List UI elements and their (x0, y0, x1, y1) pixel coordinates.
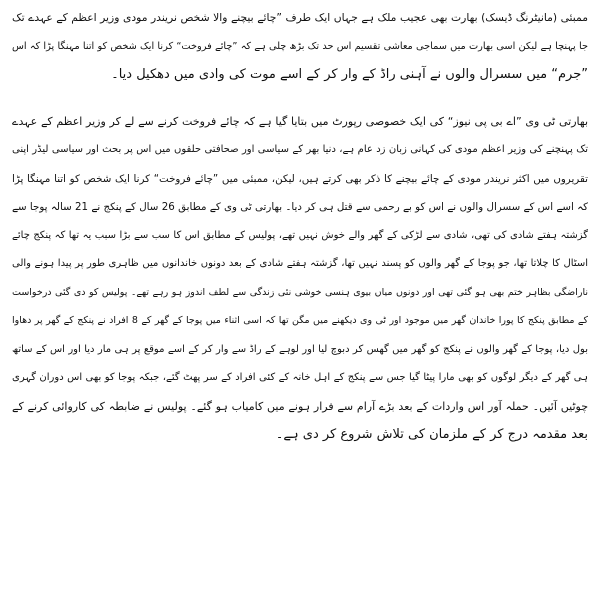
text-line: گزشتہ ہفتے شادی کی تھی، شادی سے لڑکی کے گھر والے خوش نہیں تھے، پولیس کے مطابق اس کا سب سے بڑا سبب یہ تھا کہ پنکج چائے (12, 229, 588, 241)
text-line: بعد مقدمہ درج کر کے ملزمان کی تلاش شروع کر دی ہے۔ (275, 427, 588, 442)
paragraph-spacer (12, 90, 588, 108)
text-line: تقریروں میں اکثر نریندر مودی کے چائے بیچنے کا ذکر بھی کرتے ہیں، لیکن، ممبئی میں ”چائے فروخت“ کرنا ایک شخص کو اتنا مہنگا پڑا (12, 172, 588, 185)
text-line: جا پہنچا ہے لیکن اسی بھارت میں سماجی معاشی تقسیم اس حد تک بڑھ چلی ہے کہ ”چائے فروخت“ کرنا ایک شخص کو اتنا مہنگا پڑا کہ اس (12, 40, 588, 52)
text-line: ممبئی (مانیٹرنگ ڈیسک) بھارت بھی عجیب ملک ہے جہاں ایک طرف ”چائے بیچنے والا شخص نریندر مودی وزیر اعظم کے عہدے تک (12, 11, 588, 24)
text-line: ناراضگی بظاہر ختم بھی ہو گئی تھی اور دونوں میاں بیوی ہنسی خوشی نئی زندگی سے لطف اندوز ہو رہے تھے۔ پولیس کو دی گئی درخواست (12, 286, 588, 298)
text-line: بول دیا، پوجا کے گھر والوں نے پنکج کو گھر میں گھس کر دبوچ لیا اور لوہے کے راڈ سے وار کر کے اسے موقع پر ہی مار دیا اور اس کے ساتھ (12, 343, 588, 355)
article-page (12, 4, 588, 596)
text-line: ”جرم“ میں سسرال والوں نے آہنی راڈ کے وار کر کے اسے موت کی وادی میں دھکیل دیا۔ (111, 67, 588, 82)
text-line: تک پہنچنے کی وزیر اعظم مودی کی کہانی زبان زد عام ہے، دنیا بھر کے سیاسی اور صحافتی حلقوں میں اس پر بحث اور سیاسی لیڈر اپنی (12, 144, 588, 155)
article-paragraph-intro (12, 4, 588, 90)
text-line: بھارتی ٹی وی ”اے بی پی نیوز“ کی ایک خصوصی رپورٹ میں بتایا گیا ہے کہ چائے فروخت کرنے سے لے کر وزیر اعظم کے عہدے (12, 114, 588, 128)
article-paragraph-body (12, 108, 588, 450)
text-line: اسٹال کا چلاتا تھا، جو پوجا کے گھر والوں کو پسند نہیں تھا، گزشتہ ہفتے شادی کے بعد دونوں خاندانوں میں ظاہری طور پر پیدا ہونے والی (12, 258, 588, 269)
text-line: کہ اسے اس کے سسرال والوں نے اس کو بے رحمی سے قتل ہی کر دیا۔ بھارتی ٹی وی کے مطابق 26 سال کے پنکج نے 21 سالہ پوجا سے (12, 201, 588, 213)
text-line: کے مطابق پنکج کا پورا خاندان گھر میں موجود اور ٹی وی دیکھنے میں مگن تھا کہ اسی اثناء میں پوجا کے گھر کے 8 افراد نے پنکج کے گھر پر دھاوا (12, 315, 588, 326)
text-line: چوٹیں آئیں۔ حملہ آور اس واردات کے بعد بڑے آرام سے فرار ہونے میں کامیاب ہو گئے۔ پولیس نے ضابطہ کی کاروائی کرنے کے (12, 399, 588, 413)
text-line: ہی گھر کے دیگر لوگوں کو بھی مارا پیٹا گیا جس سے پنکج کے اہل خانہ کے کئی افراد کے سر پھٹ گئے، جبکہ پوجا کو بھی اس دوران گہری (12, 372, 588, 383)
